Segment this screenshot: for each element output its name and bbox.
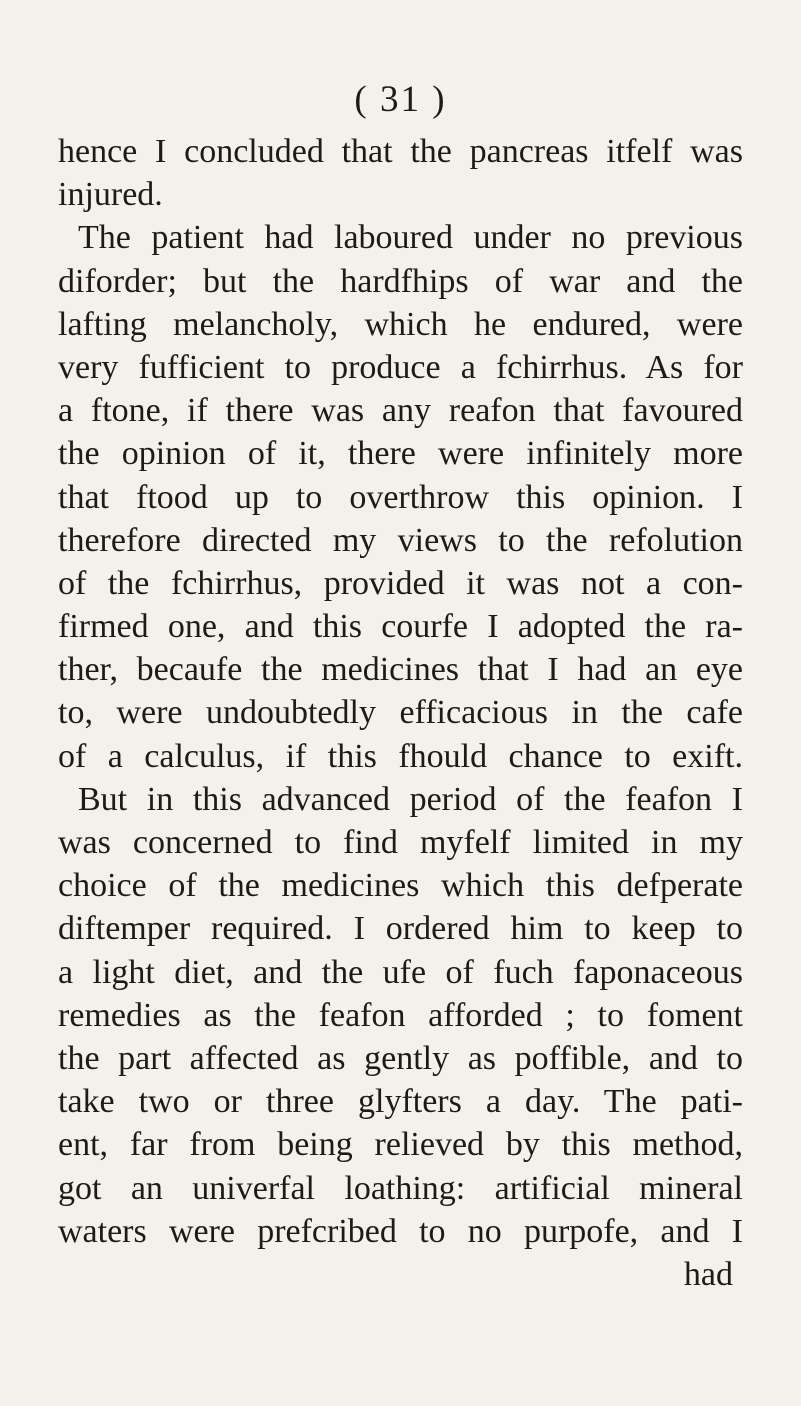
text-line: lafting melancholy, which he endured, were: [58, 305, 743, 343]
text-line: a light diet, and the ufe of fuch faponaceous: [58, 953, 743, 991]
text-line: very fufficient to produce a fchirrhus. As for: [58, 348, 743, 386]
text-line: ent, far from being relieved by this method,: [58, 1126, 743, 1164]
body-text: [58, 130, 743, 1296]
text-line: was concerned to find myfelf limited in my: [58, 824, 743, 861]
text-line: diftemper required. I ordered him to keep to: [58, 910, 743, 948]
text-line: take two or three glyfters a day. The pati-: [58, 1083, 743, 1121]
text-line: hence I concluded that the pancreas itfelf was: [58, 133, 743, 170]
text-line: of the fchirrhus, provided it was not a con-: [58, 564, 743, 602]
text-line: diforder; but the hardfhips of war and the: [58, 262, 743, 300]
text-line: remedies as the feafon afforded ; to foment: [58, 996, 743, 1034]
text-line: injured.: [58, 176, 163, 214]
text-line: the part affected as gently as poffible, and to: [58, 1039, 743, 1077]
text-line: therefore directed my views to the refolution: [58, 521, 743, 559]
text-line: But in this advanced period of the feafon I: [78, 780, 743, 818]
text-line: that ftood up to overthrow this opinion. I: [58, 478, 743, 516]
catchword: had: [683, 1255, 733, 1293]
text-line: The patient had laboured under no previous: [78, 219, 743, 257]
text-line: ther, becaufe the medicines that I had an eye: [58, 651, 743, 689]
text-line: choice of the medicines which this defperate: [58, 867, 743, 905]
text-line: the opinion of it, there were infinitely more: [58, 435, 743, 473]
page-number: ( 31 ): [354, 79, 447, 120]
text-line: waters were prefcribed to no purpofe, and I: [58, 1212, 743, 1250]
text-line: firmed one, and this courfe I adopted the ra-: [58, 608, 743, 646]
text-line: a ftone, if there was any reafon that favoured: [58, 392, 743, 430]
text-line: got an univerfal loathing: artificial mineral: [58, 1169, 743, 1207]
text-line: to, were undoubtedly efficacious in the cafe: [58, 694, 743, 732]
text-line: of a calculus, if this fhould chance to exift.: [58, 737, 743, 775]
